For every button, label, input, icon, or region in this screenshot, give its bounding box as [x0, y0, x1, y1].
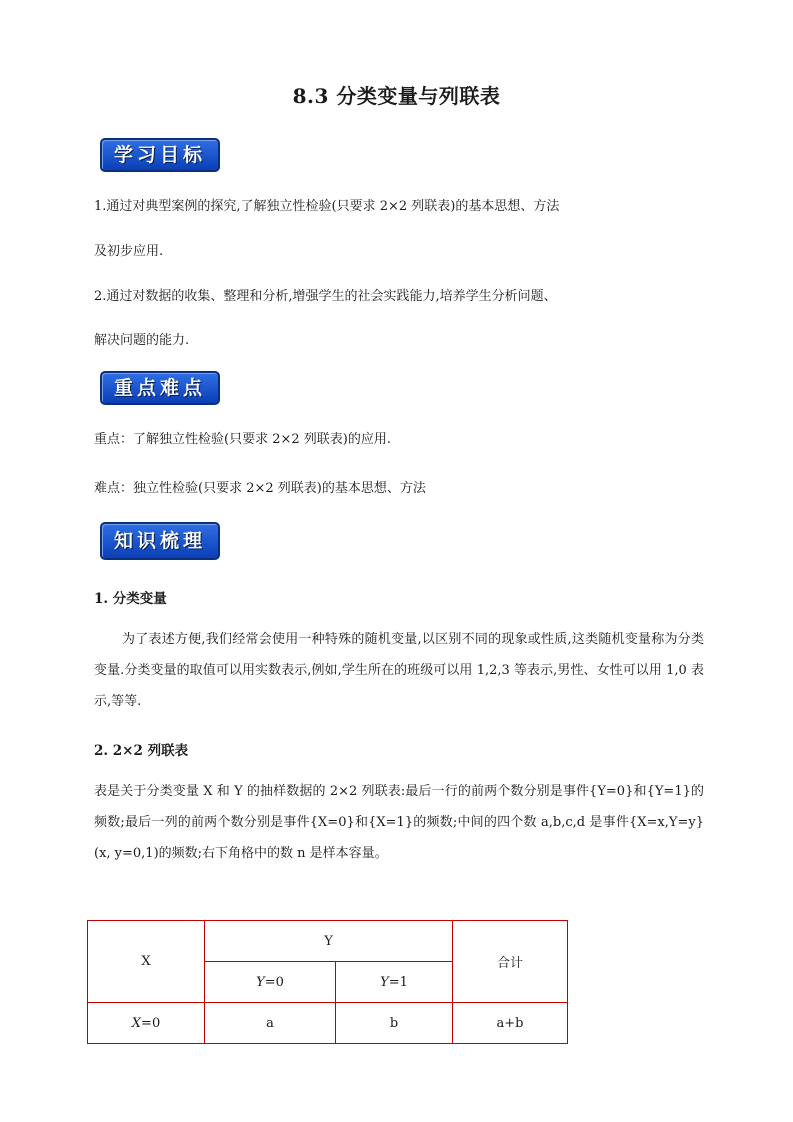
table-header-y: Y	[205, 921, 453, 962]
badge-learning-goals: 学习目标	[100, 138, 220, 172]
section-body-contingency-table: 表是关于分类变量 X 和 Y 的抽样数据的 2×2 列联表:最后一行的前两个数分别是事件{Y=0}和{Y=1}的频数;最后一列的前两个数分别是事件{X=0}和{X=1}的频数;中间的四个数 a,b,c,d 是事件{X=x,Y=y}(x, y=0,1)的频数;右下角格中的数 n 是样本容量。	[94, 784, 704, 861]
goal-line-2: 及初步应用.	[94, 244, 164, 259]
badge-key-points: 重点难点	[100, 371, 220, 405]
section-body-categorical-variable: 为了表述方便,我们经常会使用一种特殊的随机变量,以区别不同的现象或性质,这类随机变量称为分类变量.分类变量的取值可以用实数表示,例如,学生所在的班级可以用 1,2,3 等表示,男性、女性可以用 1,0 表示,等等.	[94, 632, 704, 709]
table-header-y0: Y=0	[205, 962, 336, 1003]
table-cell-a: a	[205, 1003, 336, 1044]
goal-line-4: 解决问题的能力.	[94, 333, 190, 348]
section-heading-categorical-variable: 1. 分类变量	[94, 591, 167, 607]
key-focus: 重点：了解独立性检验(只要求 2×2 列联表)的应用.	[94, 432, 391, 447]
table-cell-b: b	[336, 1003, 453, 1044]
badge-knowledge-summary: 知识梳理	[100, 522, 220, 560]
goal-line-1: 1.通过对典型案例的探究,了解独立性检验(只要求 2×2 列联表)的基本思想、方法	[94, 199, 560, 214]
key-difficulty: 难点：独立性检验(只要求 2×2 列联表)的基本思想、方法	[94, 481, 426, 496]
table-header-y1: Y=1	[336, 962, 453, 1003]
table-header-total: 合计	[453, 921, 568, 1003]
table-cell-sum: a+b	[453, 1003, 568, 1044]
table-row	[88, 1003, 568, 1044]
table-row-label-x0: X=0	[88, 1003, 205, 1044]
page-title: 8.3 分类变量与列联表	[292, 84, 501, 108]
contingency-table	[87, 920, 568, 1044]
table-header-x: X	[88, 921, 205, 1003]
goal-line-3: 2.通过对数据的收集、整理和分析,增强学生的社会实践能力,培养学生分析问题、	[94, 289, 557, 304]
section-heading-contingency-table: 2. 2×2 列联表	[94, 743, 189, 759]
